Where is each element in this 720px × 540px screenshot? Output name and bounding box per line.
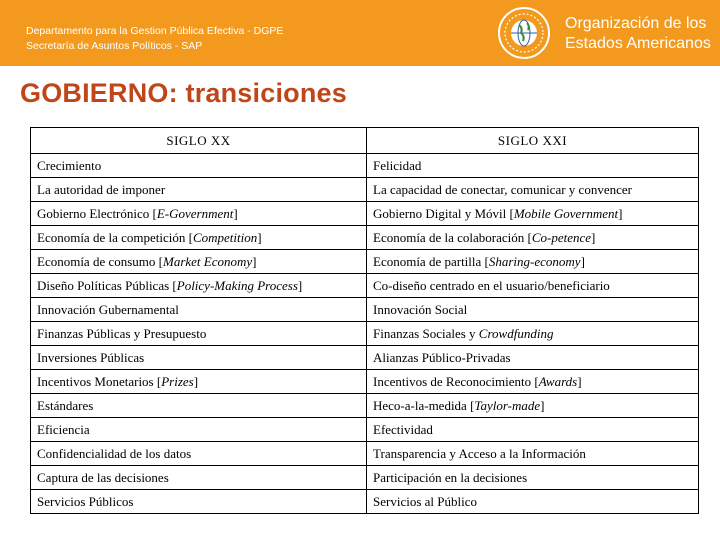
table-header-row xyxy=(31,128,699,154)
oas-seal-icon xyxy=(497,6,551,60)
cell-siglo-xx xyxy=(31,394,367,418)
cell-siglo-xxi xyxy=(367,154,699,178)
cell-text: Economía de consumo [ xyxy=(37,253,163,269)
cell-siglo-xxi xyxy=(367,298,699,322)
cell-text: Servicios al Público xyxy=(373,493,477,509)
table-row xyxy=(31,202,699,226)
cell-text: ] xyxy=(577,373,582,389)
cell-siglo-xxi xyxy=(367,322,699,346)
table-row xyxy=(31,490,699,514)
cell-text: ] xyxy=(252,253,257,269)
cell-text: Finanzas Sociales y xyxy=(373,325,479,341)
cell-siglo-xx xyxy=(31,490,367,514)
cell-siglo-xx xyxy=(31,418,367,442)
cell-siglo-xx xyxy=(31,322,367,346)
cell-text: Participación en la decisiones xyxy=(373,469,528,485)
cell-text: ] xyxy=(257,229,262,245)
cell-text: Incentivos de Reconocimiento [ xyxy=(373,373,539,389)
table-row xyxy=(31,346,699,370)
organization-line-1: Organización de los xyxy=(565,15,707,32)
cell-text: Felicidad xyxy=(373,157,422,173)
cell-siglo-xxi xyxy=(367,346,699,370)
cell-siglo-xxi xyxy=(367,418,699,442)
cell-text-italic: Competition xyxy=(192,229,258,245)
cell-siglo-xx xyxy=(31,466,367,490)
table-row xyxy=(31,154,699,178)
cell-siglo-xxi xyxy=(367,178,699,202)
cell-text: Crecimiento xyxy=(37,157,102,173)
cell-siglo-xx xyxy=(31,298,367,322)
table-row xyxy=(31,418,699,442)
transitions-table xyxy=(30,127,699,514)
cell-text: Co-diseño centrado en el usuario/beneficiario xyxy=(373,277,610,293)
cell-siglo-xxi xyxy=(367,394,699,418)
cell-text: ] xyxy=(618,205,623,221)
table-row xyxy=(31,226,699,250)
cell-siglo-xx xyxy=(31,226,367,250)
cell-text: Eficiencia xyxy=(37,421,90,437)
cell-siglo-xx xyxy=(31,346,367,370)
cell-text: Alianzas Público-Privadas xyxy=(373,349,511,365)
department-line-1: Departamento para la Gestion Pública Efectiva - DGPE xyxy=(26,25,284,37)
cell-siglo-xxi xyxy=(367,466,699,490)
cell-text: Confidencialidad de los datos xyxy=(37,445,192,461)
column-header-siglo-xx: SIGLO XX xyxy=(31,128,367,154)
department-text xyxy=(26,24,283,54)
cell-text: ] xyxy=(591,229,596,245)
cell-text: Transparencia y Acceso a la Información xyxy=(373,445,586,461)
cell-text: Innovación Social xyxy=(373,301,468,317)
cell-text: Economía de partilla [ xyxy=(373,253,489,269)
cell-text: Estándares xyxy=(37,397,94,413)
cell-text-italic: Co-petence xyxy=(531,229,592,245)
cell-text: Diseño Políticas Públicas [ xyxy=(37,277,177,293)
table-row xyxy=(31,466,699,490)
cell-text-italic: Sharing-economy xyxy=(488,253,581,269)
cell-text-italic: Policy-Making Process xyxy=(176,277,298,293)
cell-text: Incentivos Monetarios [ xyxy=(37,373,162,389)
cell-siglo-xxi xyxy=(367,202,699,226)
table-row xyxy=(31,442,699,466)
cell-siglo-xxi xyxy=(367,370,699,394)
cell-text: Efectividad xyxy=(373,421,433,437)
cell-text: Gobierno Electrónico [ xyxy=(37,205,157,221)
cell-text: La autoridad de imponer xyxy=(37,181,166,197)
cell-siglo-xx xyxy=(31,370,367,394)
cell-siglo-xxi xyxy=(367,226,699,250)
cell-text: Finanzas Públicas y Presupuesto xyxy=(37,325,207,341)
cell-text: Economía de la colaboración [ xyxy=(373,229,532,245)
cell-siglo-xx xyxy=(31,154,367,178)
cell-text: Captura de las decisiones xyxy=(37,469,169,485)
cell-text: ] xyxy=(233,205,238,221)
table-row xyxy=(31,394,699,418)
cell-siglo-xxi xyxy=(367,442,699,466)
cell-siglo-xx xyxy=(31,250,367,274)
table-row xyxy=(31,274,699,298)
cell-text: Economía de la competición [ xyxy=(37,229,193,245)
cell-siglo-xxi xyxy=(367,250,699,274)
table-row xyxy=(31,322,699,346)
page-title: GOBIERNO: transiciones xyxy=(20,78,347,108)
organization-name xyxy=(565,14,711,54)
cell-text-italic: E-Government xyxy=(156,205,234,221)
cell-siglo-xxi xyxy=(367,274,699,298)
column-header-siglo-xxi: SIGLO XXI xyxy=(367,128,699,154)
cell-siglo-xxi xyxy=(367,490,699,514)
table-row xyxy=(31,370,699,394)
cell-text: La capacidad de conectar, comunicar y convencer xyxy=(373,181,632,197)
cell-text: ] xyxy=(193,373,199,389)
cell-text-italic: Market Economy xyxy=(163,253,253,269)
cell-text-italic: Taylor-made xyxy=(474,397,541,413)
cell-text: Servicios Públicos xyxy=(37,493,134,509)
cell-text: ] xyxy=(540,397,545,413)
cell-text: ] xyxy=(297,277,303,293)
table-body xyxy=(31,154,699,514)
cell-text: ] xyxy=(580,253,585,269)
cell-text-italic: Mobile Government xyxy=(513,205,619,221)
cell-text: Innovación Gubernamental xyxy=(37,301,179,317)
cell-text-italic: Prizes xyxy=(161,373,194,389)
header-banner xyxy=(0,0,720,66)
department-line-2: Secretaría de Asuntos Políticos - SAP xyxy=(26,40,203,52)
cell-text: Gobierno Digital y Móvil [ xyxy=(373,205,514,221)
organization-line-2: Estados Americanos xyxy=(565,35,711,52)
table-row xyxy=(31,250,699,274)
cell-siglo-xx xyxy=(31,202,367,226)
cell-siglo-xx xyxy=(31,442,367,466)
cell-text-italic: Awards xyxy=(538,373,578,389)
cell-text-italic: Crowdfunding xyxy=(478,325,554,341)
table-row xyxy=(31,178,699,202)
cell-siglo-xx xyxy=(31,274,367,298)
table-row xyxy=(31,298,699,322)
cell-siglo-xx xyxy=(31,178,367,202)
cell-text: Inversiones Públicas xyxy=(37,349,145,365)
cell-text: Heco-a-la-medida [ xyxy=(373,397,475,413)
